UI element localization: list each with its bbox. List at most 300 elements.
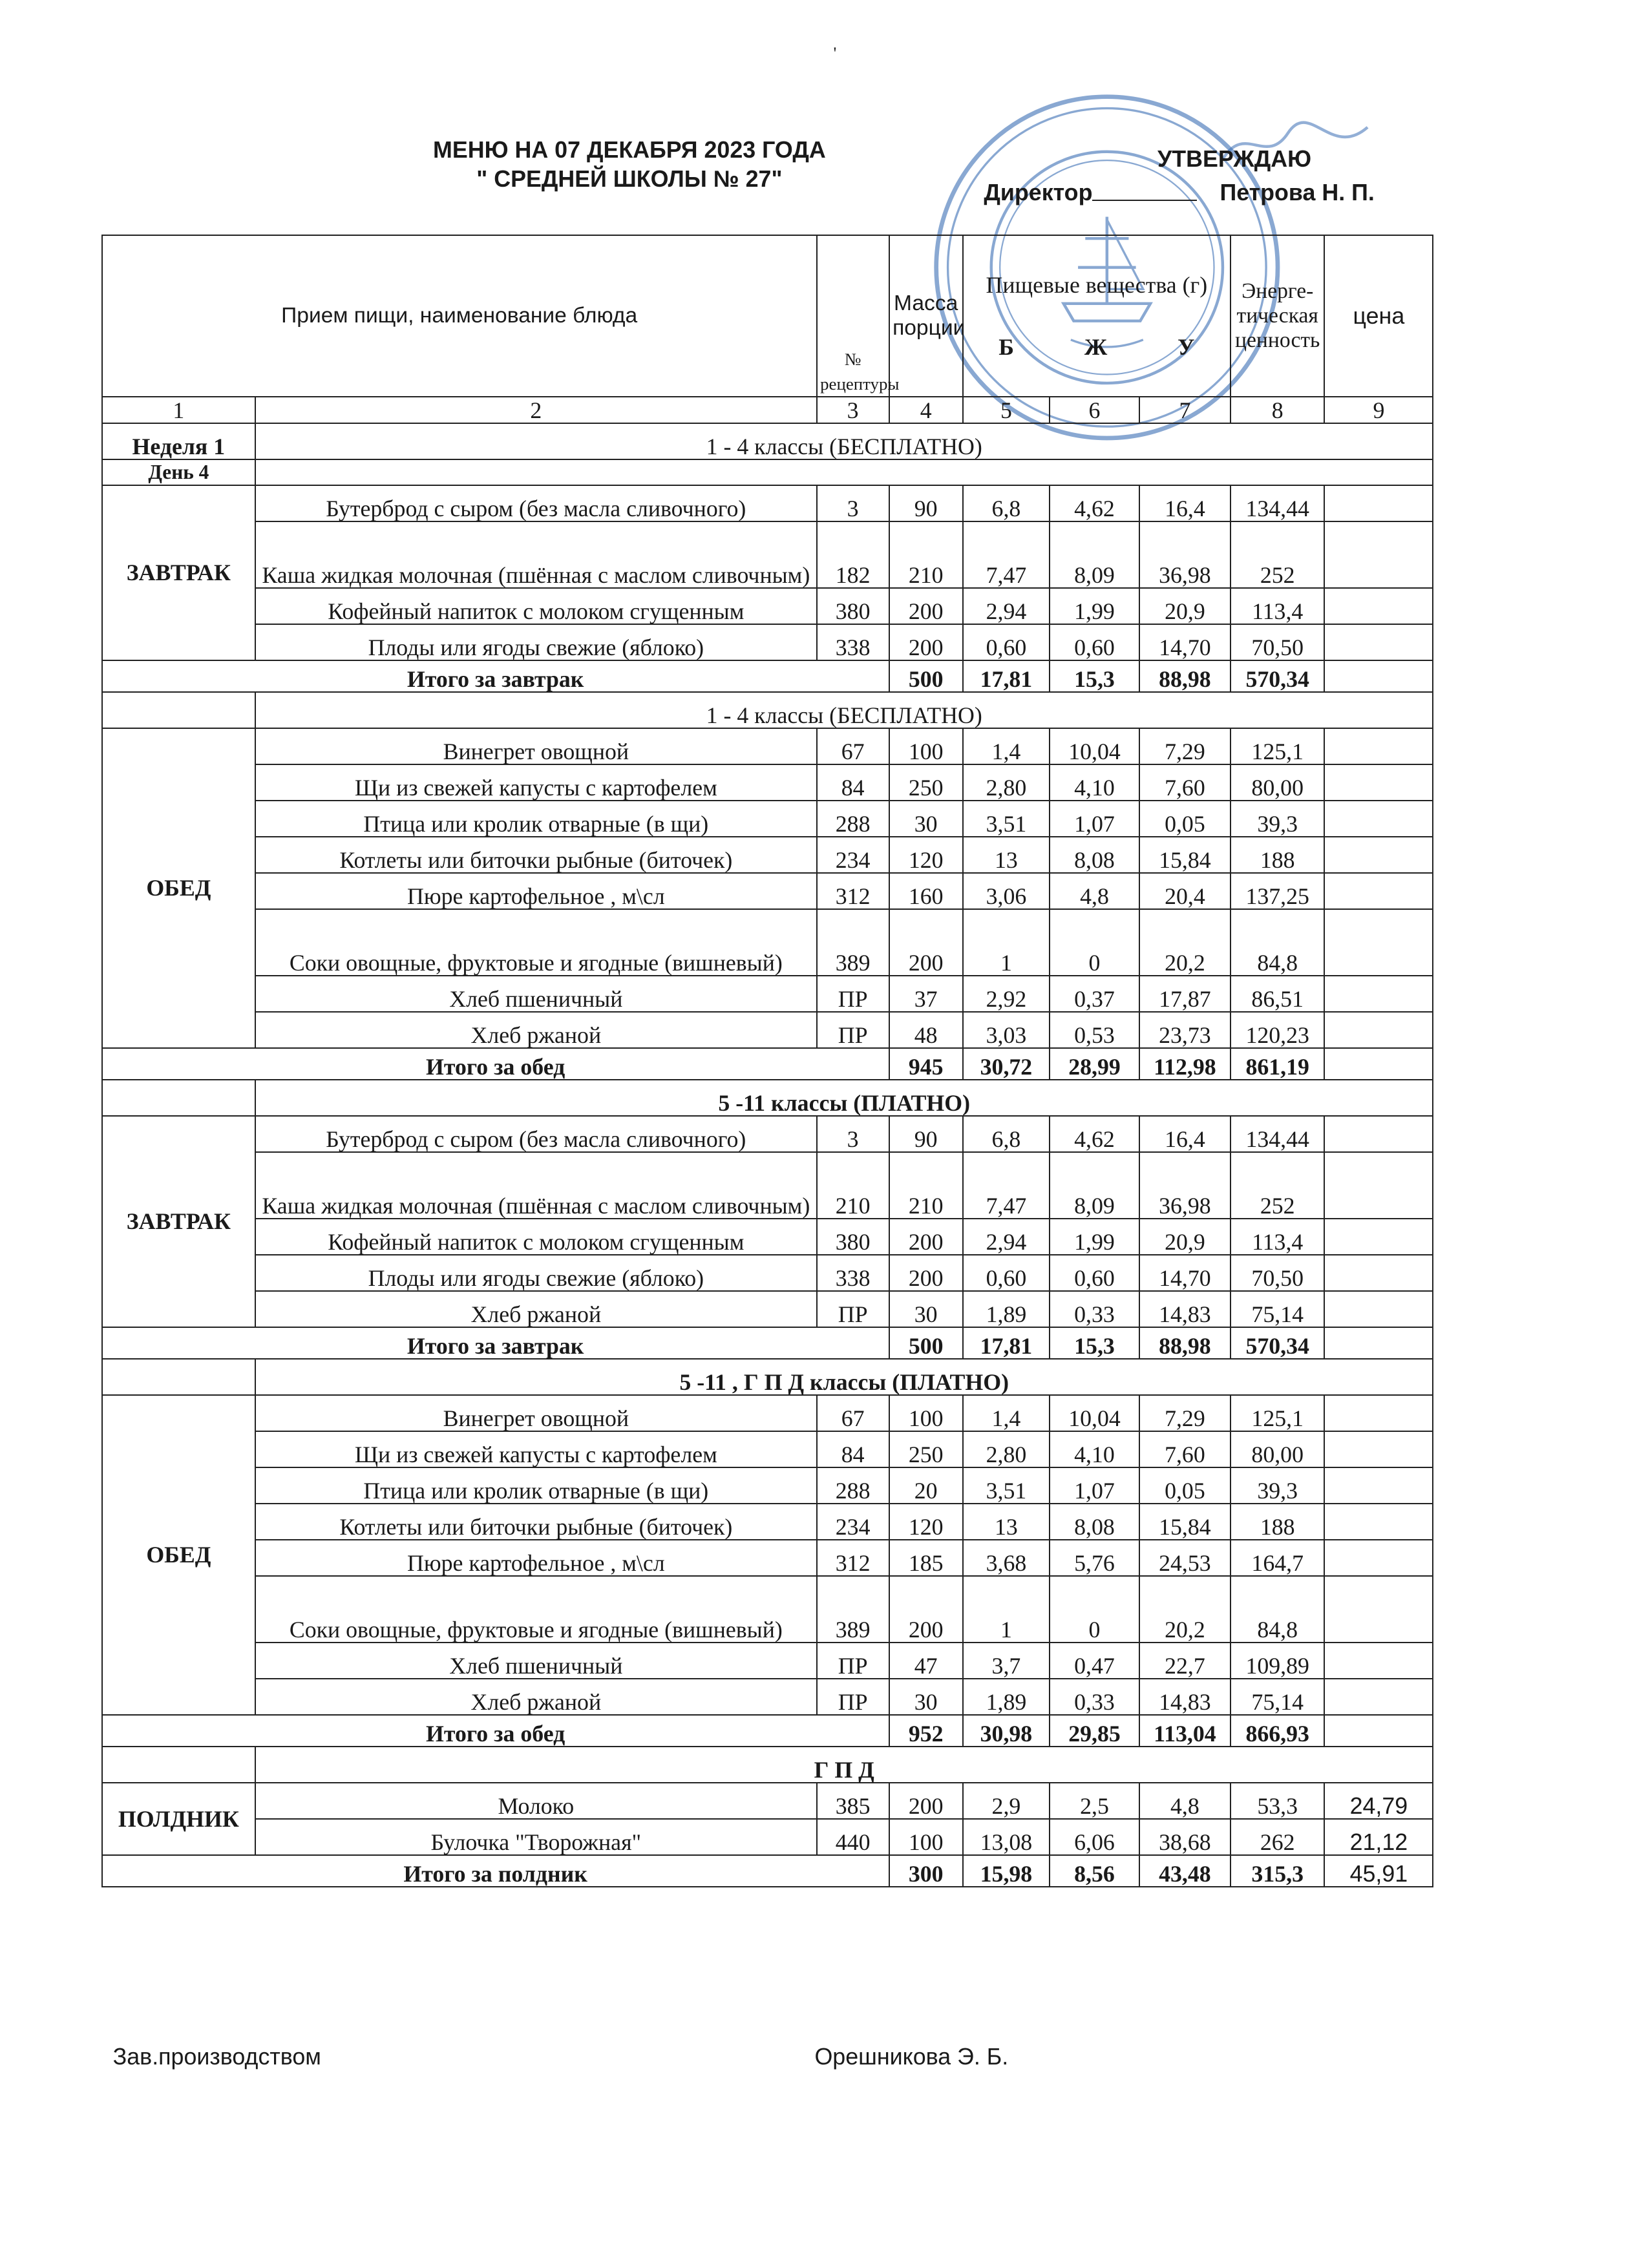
director-name: Петрова Н. П.: [1220, 179, 1375, 205]
section-title-row: [102, 692, 1433, 728]
column-number: 9: [1324, 397, 1433, 423]
total-price: [1324, 1048, 1433, 1080]
price-value: [1324, 909, 1433, 976]
total-energy: 866,93: [1231, 1715, 1325, 1747]
recipe-number: 389: [817, 909, 889, 976]
energy-value: 75,14: [1231, 1291, 1325, 1327]
production-manager-name: Орешникова Э. Б.: [814, 2044, 1009, 2070]
total-row: [102, 1327, 1433, 1359]
price-header: цена: [1324, 235, 1433, 397]
energy-value: 86,51: [1231, 976, 1325, 1012]
energy-value: 70,50: [1231, 624, 1325, 660]
dish-name: Хлеб пшеничный: [255, 976, 817, 1012]
carbs-value: 23,73: [1139, 1012, 1231, 1048]
price-value: [1324, 1467, 1433, 1504]
price-value: [1324, 873, 1433, 909]
column-number: 1: [102, 397, 255, 423]
portion-mass: 200: [889, 1219, 963, 1255]
column-number: 5: [963, 397, 1050, 423]
total-label: Итого за обед: [102, 1715, 889, 1747]
energy-value: 80,00: [1231, 1431, 1325, 1467]
total-mass: 500: [889, 660, 963, 692]
dish-name: Каша жидкая молочная (пшённая с маслом сливочным): [255, 1152, 817, 1219]
dish-name: Плоды или ягоды свежие (яблоко): [255, 1255, 817, 1291]
menu-item-row: [102, 521, 1433, 588]
recipe-number: 67: [817, 1395, 889, 1431]
portion-mass: 200: [889, 588, 963, 624]
energy-header: Энерге-тическая ценность: [1231, 235, 1325, 397]
energy-value: 84,8: [1231, 1576, 1325, 1643]
total-energy: 861,19: [1231, 1048, 1325, 1080]
price-value: [1324, 976, 1433, 1012]
dish-name: Пюре картофельное , м\сл: [255, 1540, 817, 1576]
portion-mass: 200: [889, 909, 963, 976]
meal-label: ОБЕД: [102, 1395, 255, 1715]
energy-value: 75,14: [1231, 1679, 1325, 1715]
protein-value: 13: [963, 1504, 1050, 1540]
total-price: [1324, 1715, 1433, 1747]
total-label: Итого за обед: [102, 1048, 889, 1080]
menu-item-row: [102, 1819, 1433, 1855]
dish-name: Пюре картофельное , м\сл: [255, 873, 817, 909]
menu-table: [101, 235, 1434, 1887]
recipe-number: 210: [817, 1152, 889, 1219]
energy-value: 84,8: [1231, 909, 1325, 976]
price-value: [1324, 764, 1433, 801]
protein-value: 3,06: [963, 873, 1050, 909]
menu-item-row: [102, 1012, 1433, 1048]
column-number: 4: [889, 397, 963, 423]
recipe-number: 380: [817, 1219, 889, 1255]
price-value: [1324, 1540, 1433, 1576]
recipe-number: ПР: [817, 1643, 889, 1679]
price-value: [1324, 1012, 1433, 1048]
protein-value: 1: [963, 909, 1050, 976]
protein-value: 3,68: [963, 1540, 1050, 1576]
total-label: Итого за завтрак: [102, 1327, 889, 1359]
approval-stamp-label: УТВЕРЖДАЮ: [1157, 146, 1312, 173]
carbs-value: 16,4: [1139, 485, 1231, 521]
total-energy: 570,34: [1231, 660, 1325, 692]
fat-value: 0,60: [1050, 624, 1139, 660]
fat-value: 1,99: [1050, 588, 1139, 624]
protein-value: 0,60: [963, 624, 1050, 660]
total-carbs: 43,48: [1139, 1855, 1231, 1887]
protein-value: 3,7: [963, 1643, 1050, 1679]
menu-item-row: [102, 764, 1433, 801]
dish-name: Щи из свежей капусты с картофелем: [255, 1431, 817, 1467]
recipe-number: 338: [817, 1255, 889, 1291]
price-value: 21,12: [1324, 1819, 1433, 1855]
nutrients-header-title: Пищевые вещества (г): [986, 271, 1208, 298]
portion-mass: 90: [889, 485, 963, 521]
energy-value: 113,4: [1231, 1219, 1325, 1255]
header-row: [102, 235, 1433, 397]
protein-value: 2,80: [963, 764, 1050, 801]
recipe-number: 3: [817, 485, 889, 521]
portion-mass: 37: [889, 976, 963, 1012]
dish-name: Котлеты или биточки рыбные (биточек): [255, 837, 817, 873]
portion-mass: 120: [889, 837, 963, 873]
menu-item-row: [102, 728, 1433, 764]
recipe-header: № рецептуры: [817, 235, 889, 397]
menu-item-row: [102, 1116, 1433, 1152]
portion-mass: 200: [889, 1576, 963, 1643]
energy-value: 188: [1231, 1504, 1325, 1540]
dish-name: Бутерброд с сыром (без масла сливочного): [255, 485, 817, 521]
protein-value: 6,8: [963, 1116, 1050, 1152]
fat-value: 10,04: [1050, 728, 1139, 764]
dish-name: Булочка "Творожная": [255, 1819, 817, 1855]
dish-name: Кофейный напиток с молоком сгущенным: [255, 588, 817, 624]
price-value: 24,79: [1324, 1783, 1433, 1819]
carbs-value: 14,70: [1139, 1255, 1231, 1291]
recipe-number: 67: [817, 728, 889, 764]
dish-name: Хлеб ржаной: [255, 1012, 817, 1048]
total-protein: 17,81: [963, 1327, 1050, 1359]
energy-value: 39,3: [1231, 801, 1325, 837]
fat-value: 0,33: [1050, 1291, 1139, 1327]
protein-value: 13,08: [963, 1819, 1050, 1855]
column-number: 2: [255, 397, 817, 423]
dish-name: Хлеб ржаной: [255, 1291, 817, 1327]
director-label: Директор: [984, 179, 1093, 205]
fat-value: 4,10: [1050, 1431, 1139, 1467]
portion-mass: 200: [889, 1783, 963, 1819]
dish-name: Винегрет овощной: [255, 728, 817, 764]
menu-item-row: [102, 1219, 1433, 1255]
portion-mass: 90: [889, 1116, 963, 1152]
carbs-value: 20,9: [1139, 588, 1231, 624]
menu-item-row: [102, 1540, 1433, 1576]
protein-value: 2,80: [963, 1431, 1050, 1467]
portion-mass: 250: [889, 764, 963, 801]
dish-name: Хлеб пшеничный: [255, 1643, 817, 1679]
portion-mass: 160: [889, 873, 963, 909]
menu-item-row: [102, 1504, 1433, 1540]
price-value: [1324, 801, 1433, 837]
carbs-value: 36,98: [1139, 1152, 1231, 1219]
column-number: 6: [1050, 397, 1139, 423]
fat-value: 8,08: [1050, 1504, 1139, 1540]
mass-header: Масса порции: [889, 235, 963, 397]
price-value: [1324, 1152, 1433, 1219]
recipe-number: 389: [817, 1576, 889, 1643]
fat-value: 0,47: [1050, 1643, 1139, 1679]
total-row: [102, 660, 1433, 692]
portion-mass: 20: [889, 1467, 963, 1504]
price-value: [1324, 485, 1433, 521]
section-title-row: [102, 1359, 1433, 1395]
carbs-value: 38,68: [1139, 1819, 1231, 1855]
price-value: [1324, 624, 1433, 660]
portion-mass: 30: [889, 1291, 963, 1327]
carbs-value: 17,87: [1139, 976, 1231, 1012]
recipe-number: 234: [817, 837, 889, 873]
energy-value: 53,3: [1231, 1783, 1325, 1819]
protein-value: 2,94: [963, 1219, 1050, 1255]
total-label: Итого за полдник: [102, 1855, 889, 1887]
protein-header: Б: [998, 334, 1014, 361]
meal-label: ПОЛДНИК: [102, 1783, 255, 1855]
section-title: 5 -11 , Г П Д классы (ПЛАТНО): [255, 1359, 1433, 1395]
energy-value: 109,89: [1231, 1643, 1325, 1679]
total-fat: 28,99: [1050, 1048, 1139, 1080]
dish-name: Соки овощные, фруктовые и ягодные (вишневый): [255, 909, 817, 976]
price-value: [1324, 1116, 1433, 1152]
fat-value: 8,08: [1050, 837, 1139, 873]
total-protein: 30,98: [963, 1715, 1050, 1747]
dish-name: Птица или кролик отварные (в щи): [255, 1467, 817, 1504]
menu-item-row: [102, 1291, 1433, 1327]
fat-value: 0,33: [1050, 1679, 1139, 1715]
director-line: [984, 180, 1374, 206]
section-title: 1 - 4 классы (БЕСПЛАТНО): [255, 423, 1433, 459]
section-title-row: [102, 1747, 1433, 1783]
menu-title: [369, 136, 890, 194]
column-number: 8: [1231, 397, 1325, 423]
fat-value: 0,60: [1050, 1255, 1139, 1291]
portion-mass: 210: [889, 521, 963, 588]
price-value: [1324, 1395, 1433, 1431]
total-mass: 300: [889, 1855, 963, 1887]
price-value: [1324, 837, 1433, 873]
carbs-value: 7,60: [1139, 764, 1231, 801]
menu-item-row: [102, 588, 1433, 624]
carbs-value: 14,83: [1139, 1291, 1231, 1327]
dish-name: Каша жидкая молочная (пшённая с маслом сливочным): [255, 521, 817, 588]
portion-mass: 200: [889, 1255, 963, 1291]
fat-value: 4,8: [1050, 873, 1139, 909]
carbs-value: 0,05: [1139, 801, 1231, 837]
day-label: День 4: [102, 459, 255, 485]
carbs-value: 20,4: [1139, 873, 1231, 909]
price-value: [1324, 1576, 1433, 1643]
total-mass: 952: [889, 1715, 963, 1747]
protein-value: 1,89: [963, 1679, 1050, 1715]
protein-value: 6,8: [963, 485, 1050, 521]
carbs-value: 14,70: [1139, 624, 1231, 660]
carbs-value: 7,29: [1139, 728, 1231, 764]
total-energy: 315,3: [1231, 1855, 1325, 1887]
protein-value: 3,51: [963, 801, 1050, 837]
portion-mass: 185: [889, 1540, 963, 1576]
protein-value: 13: [963, 837, 1050, 873]
protein-value: 0,60: [963, 1255, 1050, 1291]
menu-item-row: [102, 1395, 1433, 1431]
menu-item-row: [102, 801, 1433, 837]
price-value: [1324, 521, 1433, 588]
menu-item-row: [102, 1679, 1433, 1715]
total-fat: 29,85: [1050, 1715, 1139, 1747]
column-numbers-row: [102, 397, 1433, 423]
recipe-number: ПР: [817, 1679, 889, 1715]
energy-value: 262: [1231, 1819, 1325, 1855]
portion-mass: 30: [889, 801, 963, 837]
production-manager-label: Зав.производством: [112, 2044, 321, 2070]
total-price: [1324, 1327, 1433, 1359]
fat-header: Ж: [1084, 334, 1108, 361]
dish-name: Птица или кролик отварные (в щи): [255, 801, 817, 837]
carbs-value: 0,05: [1139, 1467, 1231, 1504]
day-row-fill: [255, 459, 1433, 485]
recipe-number: ПР: [817, 1291, 889, 1327]
total-price: [1324, 660, 1433, 692]
dish-name: Щи из свежей капусты с картофелем: [255, 764, 817, 801]
meal-label: ЗАВТРАК: [102, 1116, 255, 1327]
energy-value: 252: [1231, 1152, 1325, 1219]
portion-mass: 30: [889, 1679, 963, 1715]
column-number: 3: [817, 397, 889, 423]
section-title: Г П Д: [255, 1747, 1433, 1783]
recipe-number: 385: [817, 1783, 889, 1819]
protein-value: 1: [963, 1576, 1050, 1643]
corner-mark: ': [833, 43, 837, 63]
column-number: 7: [1139, 397, 1231, 423]
recipe-number: 312: [817, 1540, 889, 1576]
price-value: [1324, 1255, 1433, 1291]
section-title: 5 -11 классы (ПЛАТНО): [255, 1080, 1433, 1116]
total-row: [102, 1048, 1433, 1080]
fat-value: 0: [1050, 1576, 1139, 1643]
menu-item-row: [102, 909, 1433, 976]
fat-value: 1,07: [1050, 1467, 1139, 1504]
menu-item-row: [102, 1255, 1433, 1291]
portion-mass: 100: [889, 728, 963, 764]
portion-mass: 100: [889, 1819, 963, 1855]
protein-value: 7,47: [963, 1152, 1050, 1219]
carbs-value: 4,8: [1139, 1783, 1231, 1819]
fat-value: 8,09: [1050, 521, 1139, 588]
recipe-number: ПР: [817, 976, 889, 1012]
menu-item-row: [102, 837, 1433, 873]
total-carbs: 113,04: [1139, 1715, 1231, 1747]
recipe-number: 84: [817, 1431, 889, 1467]
menu-item-row: [102, 1431, 1433, 1467]
carbs-value: 36,98: [1139, 521, 1231, 588]
total-row: [102, 1715, 1433, 1747]
meal-label: ОБЕД: [102, 728, 255, 1048]
carbs-value: 7,60: [1139, 1431, 1231, 1467]
carbs-value: 20,2: [1139, 1576, 1231, 1643]
menu-item-row: [102, 624, 1433, 660]
price-value: [1324, 588, 1433, 624]
section-title-spacer: [102, 1080, 255, 1116]
energy-value: 113,4: [1231, 588, 1325, 624]
price-value: [1324, 1291, 1433, 1327]
energy-value: 164,7: [1231, 1540, 1325, 1576]
energy-value: 125,1: [1231, 728, 1325, 764]
price-value: [1324, 1643, 1433, 1679]
protein-value: 2,9: [963, 1783, 1050, 1819]
recipe-number: 312: [817, 873, 889, 909]
energy-value: 137,25: [1231, 873, 1325, 909]
protein-value: 3,03: [963, 1012, 1050, 1048]
dish-name: Винегрет овощной: [255, 1395, 817, 1431]
portion-mass: 200: [889, 624, 963, 660]
section-title-row: [102, 423, 1433, 459]
fat-value: 4,62: [1050, 485, 1139, 521]
fat-value: 0,53: [1050, 1012, 1139, 1048]
recipe-number: 3: [817, 1116, 889, 1152]
total-mass: 500: [889, 1327, 963, 1359]
carbs-value: 24,53: [1139, 1540, 1231, 1576]
total-energy: 570,34: [1231, 1327, 1325, 1359]
fat-value: 2,5: [1050, 1783, 1139, 1819]
menu-item-row: [102, 873, 1433, 909]
fat-value: 4,10: [1050, 764, 1139, 801]
dish-name: Котлеты или биточки рыбные (биточек): [255, 1504, 817, 1540]
total-protein: 30,72: [963, 1048, 1050, 1080]
dish-name: Бутерброд с сыром (без масла сливочного): [255, 1116, 817, 1152]
energy-value: 120,23: [1231, 1012, 1325, 1048]
price-value: [1324, 1431, 1433, 1467]
dish-name: Плоды или ягоды свежие (яблоко): [255, 624, 817, 660]
energy-value: 39,3: [1231, 1467, 1325, 1504]
portion-mass: 210: [889, 1152, 963, 1219]
total-protein: 15,98: [963, 1855, 1050, 1887]
menu-table-body: [102, 235, 1433, 1887]
nutrients-header: [963, 235, 1231, 397]
recipe-number: 234: [817, 1504, 889, 1540]
protein-value: 1,89: [963, 1291, 1050, 1327]
dish-header: Прием пищи, наименование блюда: [102, 235, 817, 397]
protein-value: 3,51: [963, 1467, 1050, 1504]
energy-value: 134,44: [1231, 485, 1325, 521]
menu-item-row: [102, 1152, 1433, 1219]
portion-mass: 48: [889, 1012, 963, 1048]
meal-label: ЗАВТРАК: [102, 485, 255, 660]
fat-value: 6,06: [1050, 1819, 1139, 1855]
protein-value: 1,4: [963, 728, 1050, 764]
signature-line: [1092, 180, 1196, 201]
fat-value: 10,04: [1050, 1395, 1139, 1431]
menu-item-row: [102, 976, 1433, 1012]
energy-value: 188: [1231, 837, 1325, 873]
section-title-row: [102, 1080, 1433, 1116]
total-carbs: 88,98: [1139, 660, 1231, 692]
fat-value: 1,07: [1050, 801, 1139, 837]
carbs-value: 7,29: [1139, 1395, 1231, 1431]
dish-name: Хлеб ржаной: [255, 1679, 817, 1715]
carbs-header: У: [1178, 334, 1195, 361]
total-carbs: 88,98: [1139, 1327, 1231, 1359]
portion-mass: 250: [889, 1431, 963, 1467]
carbs-value: 16,4: [1139, 1116, 1231, 1152]
carbs-value: 15,84: [1139, 1504, 1231, 1540]
protein-value: 2,94: [963, 588, 1050, 624]
recipe-number: 288: [817, 1467, 889, 1504]
menu-item-row: [102, 1467, 1433, 1504]
menu-title-line1: МЕНЮ НА 07 ДЕКАБРЯ 2023 ГОДА: [433, 137, 826, 163]
total-fat: 15,3: [1050, 660, 1139, 692]
recipe-number: 338: [817, 624, 889, 660]
protein-value: 7,47: [963, 521, 1050, 588]
price-value: [1324, 1219, 1433, 1255]
menu-item-row: [102, 1643, 1433, 1679]
section-title: 1 - 4 классы (БЕСПЛАТНО): [255, 692, 1433, 728]
fat-value: 0,37: [1050, 976, 1139, 1012]
recipe-number: 84: [817, 764, 889, 801]
section-title-spacer: [102, 1359, 255, 1395]
energy-value: 70,50: [1231, 1255, 1325, 1291]
portion-mass: 120: [889, 1504, 963, 1540]
carbs-value: 15,84: [1139, 837, 1231, 873]
total-mass: 945: [889, 1048, 963, 1080]
protein-value: 2,92: [963, 976, 1050, 1012]
dish-name: Соки овощные, фруктовые и ягодные (вишневый): [255, 1576, 817, 1643]
energy-value: 134,44: [1231, 1116, 1325, 1152]
